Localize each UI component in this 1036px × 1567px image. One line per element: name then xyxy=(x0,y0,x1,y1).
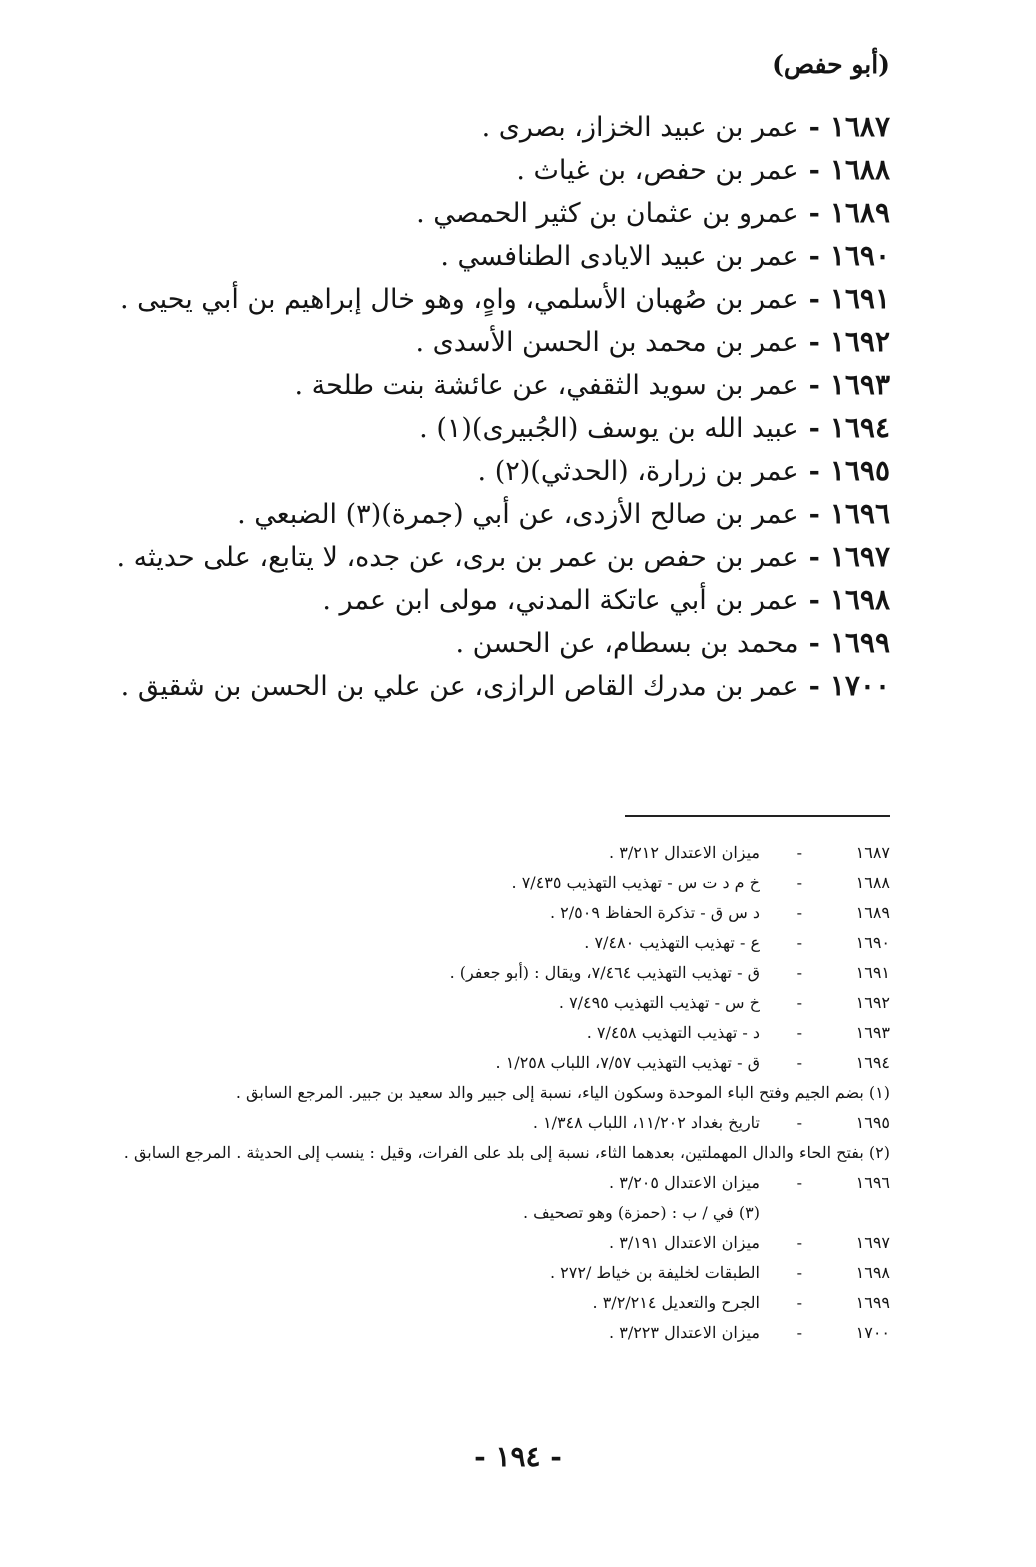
reference-dash: - xyxy=(796,1263,802,1282)
entry-number: ١٦٩١ xyxy=(829,282,890,315)
reference-number: ١٦٩٥ xyxy=(855,1113,890,1132)
entry-item xyxy=(130,320,890,363)
reference-text: ع - تهذيب التهذيب ٧/٤٨٠ . xyxy=(584,933,760,952)
reference-number: ١٦٩٧ xyxy=(855,1233,890,1252)
entry-dash: - xyxy=(808,499,820,530)
entry-item xyxy=(130,363,890,406)
entry-number: ١٦٨٨ xyxy=(829,153,890,186)
entry-list xyxy=(116,105,890,707)
reference-number: ١٦٩٠ xyxy=(855,933,890,952)
entry-item xyxy=(130,191,890,234)
entry-text: عمر بن سويد الثقفي، عن عائشة بنت طلحة . xyxy=(294,370,799,401)
entry-text: عمر بن أبي عاتكة المدني، مولى ابن عمر . xyxy=(322,585,799,616)
footnote-text: (٣) في / ب : (حمزة) وهو تصحيف . xyxy=(523,1203,760,1222)
reference-text: ميزان الاعتدال ٣/١٩١ . xyxy=(609,1233,760,1252)
reference-note xyxy=(90,838,890,868)
reference-note xyxy=(90,958,890,988)
entry-number: ١٦٩٩ xyxy=(829,626,890,659)
footnote-text: (١) بضم الجيم وفتح الباء الموحدة وسكون الياء، نسبة إلى جبير والد سعيد بن جبير. المرجع السابق . xyxy=(235,1083,890,1102)
reference-number: ١٦٨٨ xyxy=(855,873,890,892)
reference-text: الطبقات لخليفة بن خياط /٢٧٢ . xyxy=(549,1263,760,1282)
entry-dash: - xyxy=(808,671,820,702)
entry-number: ١٦٨٧ xyxy=(829,110,890,143)
reference-text: خ س - تهذيب التهذيب ٧/٤٩٥ . xyxy=(558,993,760,1012)
reference-text: ميزان الاعتدال ٣/٢١٢ . xyxy=(609,843,760,862)
reference-number: ١٦٩٢ xyxy=(855,993,890,1012)
reference-text: د - تهذيب التهذيب ٧/٤٥٨ . xyxy=(586,1023,760,1042)
reference-note xyxy=(90,988,890,1018)
entry-dash: - xyxy=(808,198,820,229)
reference-dash: - xyxy=(796,1113,802,1132)
reference-number: ١٦٩٤ xyxy=(855,1053,890,1072)
entry-dash: - xyxy=(808,155,820,186)
entry-item xyxy=(120,664,890,707)
reference-text: خ م د ت س - تهذيب التهذيب ٧/٤٣٥ . xyxy=(511,873,760,892)
reference-note xyxy=(90,1258,890,1288)
reference-text: ميزان الاعتدال ٣/٢٢٣ . xyxy=(609,1323,760,1342)
reference-text: ق - تهذيب التهذيب ٧/٤٦٤، ويقال : (أبو جعفر) . xyxy=(449,963,760,982)
running-head: (أبو حفص) xyxy=(772,50,890,79)
entry-number: ١٦٩٧ xyxy=(829,540,890,573)
reference-dash: - xyxy=(796,1023,802,1042)
reference-note xyxy=(90,1018,890,1048)
reference-note xyxy=(90,1318,890,1348)
entry-dash: - xyxy=(808,241,820,272)
entry-text: عمر بن صالح الأزدى، عن أبي (جمرة)(٣) الضبعي . xyxy=(237,499,799,530)
reference-text: الجرح والتعديل ٣/٢/٢١٤ . xyxy=(592,1293,760,1312)
reference-text: ق - تهذيب التهذيب ٧/٥٧، اللباب ١/٢٥٨ . xyxy=(495,1053,760,1072)
entry-text: عمر بن حفص، بن غياث . xyxy=(516,155,799,186)
entry-dash: - xyxy=(808,370,820,401)
entry-dash: - xyxy=(808,542,820,573)
reference-dash: - xyxy=(796,1233,802,1252)
reference-number: ١٦٩٨ xyxy=(855,1263,890,1282)
entry-dash: - xyxy=(808,327,820,358)
footnote-separator xyxy=(625,815,890,817)
reference-number: ١٦٩٣ xyxy=(855,1023,890,1042)
entry-number: ١٦٩٣ xyxy=(829,368,890,401)
reference-dash: - xyxy=(796,1323,802,1342)
footnote xyxy=(90,1078,890,1108)
reference-dash: - xyxy=(796,963,802,982)
notes-list xyxy=(90,838,890,1348)
entry-dash: - xyxy=(808,284,820,315)
entry-item xyxy=(116,535,890,578)
entry-dash: - xyxy=(808,628,820,659)
entry-text: عمر بن محمد بن الحسن الأسدى . xyxy=(415,327,799,358)
entry-text: عمر بن مدرك القاص الرازى، عن علي بن الحسن بن شقيق . xyxy=(120,671,799,702)
entry-item xyxy=(130,148,890,191)
entry-text: عمر بن حفص بن عمر بن برى، عن جده، لا يتابع، على حديثه . xyxy=(116,542,799,573)
entry-item xyxy=(130,105,890,148)
entry-dash: - xyxy=(808,456,820,487)
reference-number: ١٦٩٦ xyxy=(855,1173,890,1192)
entry-text: عمر بن زرارة، (الحدثي)(٢) . xyxy=(477,456,799,487)
reference-text: د س ق - تذكرة الحفاظ ٢/٥٠٩ . xyxy=(549,903,760,922)
reference-text: ميزان الاعتدال ٣/٢٠٥ . xyxy=(609,1173,760,1192)
reference-number: ١٦٨٧ xyxy=(855,843,890,862)
entry-dash: - xyxy=(808,585,820,616)
entry-text: عمر بن عبيد الخزاز، بصرى . xyxy=(481,112,799,143)
footnote xyxy=(90,1138,890,1168)
reference-number: ١٦٨٩ xyxy=(855,903,890,922)
reference-note xyxy=(90,1168,890,1198)
reference-dash: - xyxy=(796,843,802,862)
entry-number: ١٦٩٠ xyxy=(829,239,890,272)
entry-item xyxy=(130,492,890,535)
entry-text: عمر بن عبيد الايادى الطنافسي . xyxy=(440,241,799,272)
reference-number: ١٦٩٩ xyxy=(855,1293,890,1312)
entry-number: ١٦٩٨ xyxy=(829,583,890,616)
entry-item xyxy=(130,234,890,277)
reference-dash: - xyxy=(796,933,802,952)
reference-number: ١٧٠٠ xyxy=(855,1323,890,1342)
footnote xyxy=(90,1198,890,1228)
reference-text: تاريخ بغداد ١١/٢٠٢، اللباب ١/٣٤٨ . xyxy=(532,1113,760,1132)
footnote-text: (٢) بفتح الحاء والدال المهملتين، بعدهما الثاء، نسبة إلى بلد على الفرات، وقيل : ينسب إلى الحديثة . المرجع السابق . xyxy=(123,1143,890,1162)
reference-note xyxy=(90,1048,890,1078)
reference-dash: - xyxy=(796,993,802,1012)
entry-number: ١٦٩٦ xyxy=(829,497,890,530)
entry-item xyxy=(119,277,890,320)
reference-note xyxy=(90,1288,890,1318)
entry-item xyxy=(130,578,890,621)
reference-dash: - xyxy=(796,903,802,922)
reference-dash: - xyxy=(796,1293,802,1312)
page-number: - ١٩٤ - xyxy=(474,1440,562,1473)
entry-number: ١٦٩٥ xyxy=(829,454,890,487)
reference-number: ١٦٩١ xyxy=(855,963,890,982)
reference-dash: - xyxy=(796,1053,802,1072)
reference-note xyxy=(90,868,890,898)
entry-text: محمد بن بسطام، عن الحسن . xyxy=(455,628,799,659)
entry-number: ١٦٩٤ xyxy=(829,411,890,444)
reference-dash: - xyxy=(796,873,802,892)
reference-dash: - xyxy=(796,1173,802,1192)
entry-text: عبيد الله بن يوسف (الجُبيرى)(١) . xyxy=(419,413,799,444)
entry-item xyxy=(130,621,890,664)
reference-note xyxy=(90,898,890,928)
entry-number: ١٧٠٠ xyxy=(829,669,890,702)
entry-text: عمر بن صُهبان الأسلمي، واهٍ، وهو خال إبراهيم بن أبي يحيى . xyxy=(119,284,799,315)
entry-dash: - xyxy=(808,112,820,143)
entry-dash: - xyxy=(808,413,820,444)
entry-text: عمرو بن عثمان بن كثير الحمصي . xyxy=(416,198,799,229)
entry-item xyxy=(130,449,890,492)
entry-number: ١٦٨٩ xyxy=(829,196,890,229)
entry-item xyxy=(130,406,890,449)
reference-note xyxy=(90,1228,890,1258)
reference-note xyxy=(90,1108,890,1138)
entry-number: ١٦٩٢ xyxy=(829,325,890,358)
reference-note xyxy=(90,928,890,958)
